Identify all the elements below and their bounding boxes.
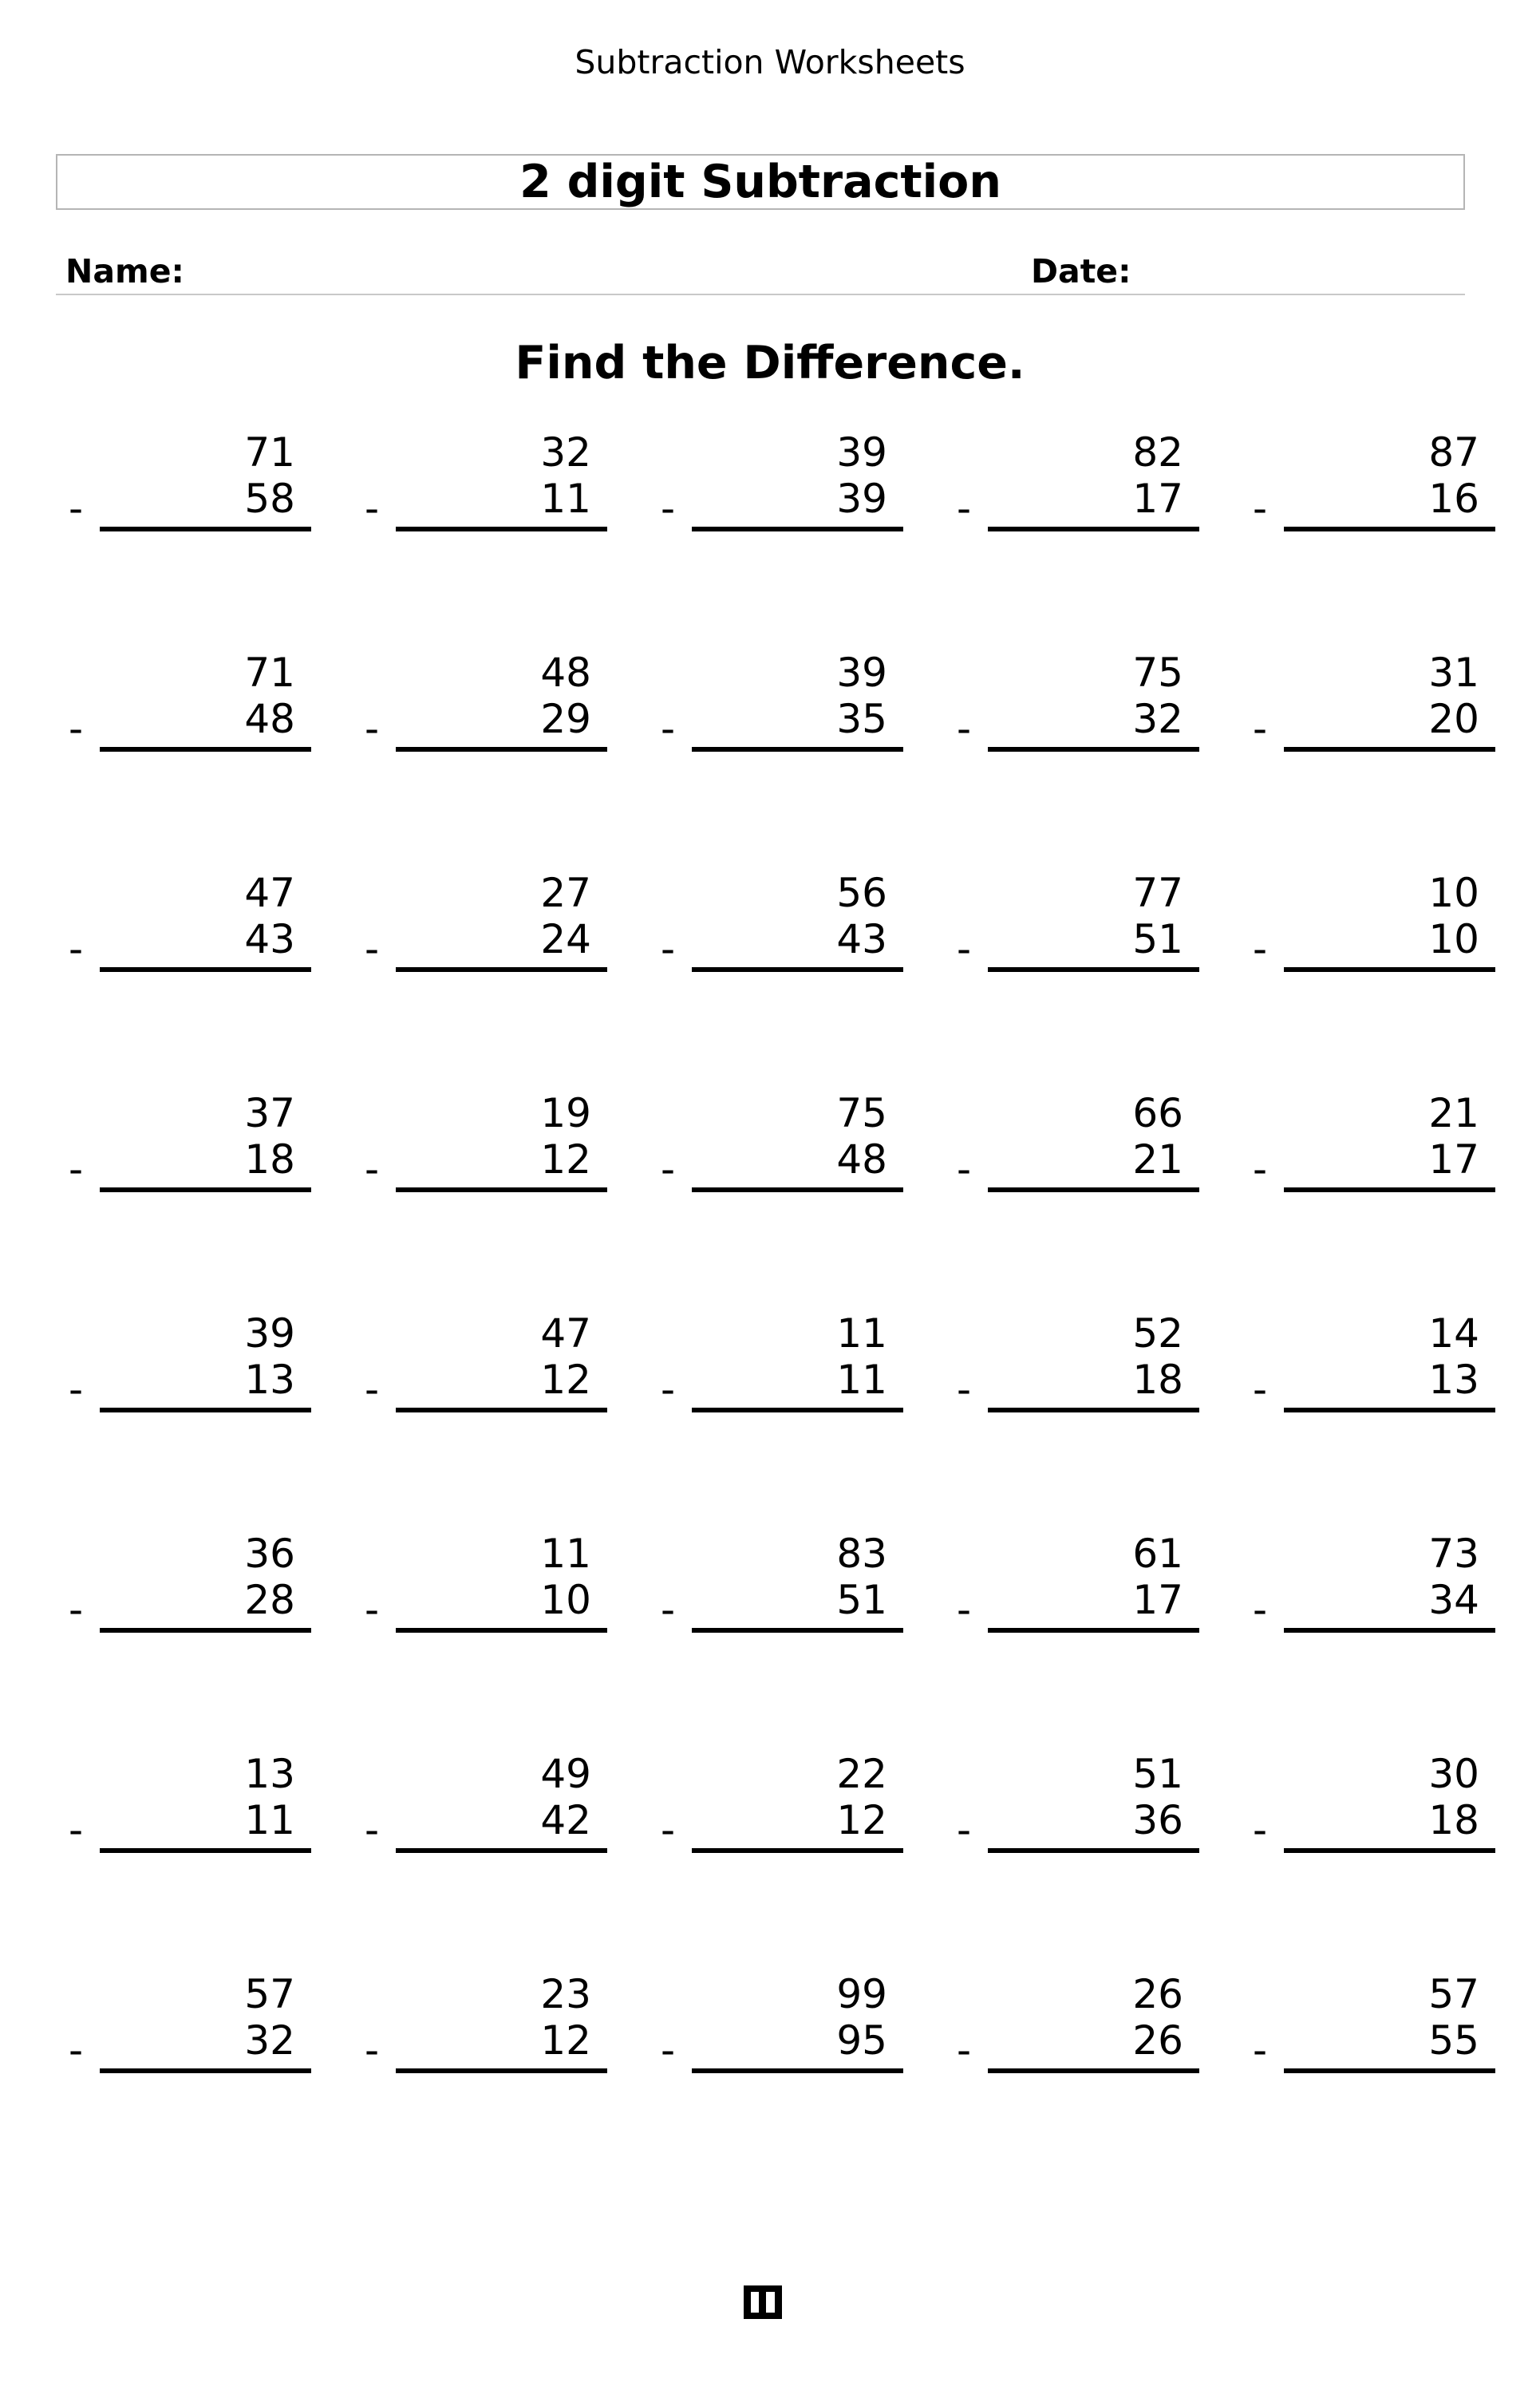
answer-line xyxy=(100,1408,311,1412)
problem-row xyxy=(56,1748,1479,1860)
subtraction-problem xyxy=(944,647,1199,759)
minuend: 52 xyxy=(1132,1310,1183,1357)
minus-sign: - xyxy=(957,1586,972,1633)
answer-line xyxy=(396,1408,607,1412)
minuend: 14 xyxy=(1428,1310,1479,1357)
answer-line xyxy=(100,747,311,752)
subtrahend: 36 xyxy=(1132,1797,1183,1843)
minuend: 21 xyxy=(1428,1090,1479,1136)
minuend: 51 xyxy=(1132,1751,1183,1797)
minus-sign: - xyxy=(69,1366,84,1412)
answer-line xyxy=(692,747,903,752)
problem-row xyxy=(56,647,1479,759)
subtraction-problem xyxy=(648,427,903,539)
minuend: 99 xyxy=(836,1971,887,2017)
minuend: 49 xyxy=(540,1751,591,1797)
answer-line xyxy=(988,2068,1199,2073)
subtrahend: 51 xyxy=(1132,916,1183,962)
subtraction-problem xyxy=(944,1308,1199,1420)
minus-sign: - xyxy=(661,705,676,752)
answer-line xyxy=(100,967,311,972)
answer-line xyxy=(988,1848,1199,1853)
subtrahend: 10 xyxy=(1428,916,1479,962)
instructions: Find the Difference. xyxy=(515,337,1025,389)
answer-line xyxy=(988,1408,1199,1412)
subtraction-problem xyxy=(648,1748,903,1860)
minus-sign: - xyxy=(661,1807,676,1853)
minuend: 26 xyxy=(1132,1971,1183,2017)
subtraction-problem xyxy=(648,647,903,759)
subtraction-problem xyxy=(352,1969,607,2080)
minuend: 31 xyxy=(1428,650,1479,696)
answer-line xyxy=(1284,1408,1495,1412)
subtraction-problem xyxy=(944,867,1199,979)
minus-sign: - xyxy=(69,1586,84,1633)
subtrahend: 18 xyxy=(244,1136,295,1183)
answer-line xyxy=(988,1187,1199,1192)
subtrahend: 20 xyxy=(1428,696,1479,742)
minus-sign: - xyxy=(1253,2027,1268,2073)
minuend: 39 xyxy=(244,1310,295,1357)
problem-row xyxy=(56,867,1479,979)
subtraction-problem xyxy=(1240,1528,1495,1640)
site-logo-icon xyxy=(744,2285,782,2319)
subtraction-problem xyxy=(352,1308,607,1420)
minus-sign: - xyxy=(957,2027,972,2073)
subtraction-problem xyxy=(1240,1088,1495,1199)
minus-sign: - xyxy=(365,1366,380,1412)
answer-line xyxy=(100,527,311,531)
minuend: 48 xyxy=(540,650,591,696)
problem-row xyxy=(56,1088,1479,1199)
answer-line xyxy=(100,2068,311,2073)
answer-line xyxy=(396,1628,607,1633)
answer-line xyxy=(692,1187,903,1192)
subtrahend: 29 xyxy=(540,696,591,742)
subtrahend: 51 xyxy=(836,1577,887,1623)
subtraction-problem xyxy=(56,1088,311,1199)
minuend: 39 xyxy=(836,650,887,696)
page-header-title: Subtraction Worksheets xyxy=(575,43,965,81)
minuend: 32 xyxy=(540,429,591,476)
minus-sign: - xyxy=(1253,926,1268,972)
subtraction-problem xyxy=(944,1969,1199,2080)
subtrahend: 43 xyxy=(244,916,295,962)
worksheet-title xyxy=(56,154,1465,210)
minus-sign: - xyxy=(69,705,84,752)
minuend: 36 xyxy=(244,1531,295,1577)
subtraction-problem xyxy=(1240,867,1495,979)
subtrahend: 18 xyxy=(1428,1797,1479,1843)
minus-sign: - xyxy=(69,926,84,972)
subtraction-problem xyxy=(352,647,607,759)
subtraction-problem xyxy=(352,427,607,539)
minuend: 87 xyxy=(1428,429,1479,476)
subtrahend: 32 xyxy=(244,2017,295,2064)
subtraction-problem xyxy=(352,1748,607,1860)
minuend: 57 xyxy=(1428,1971,1479,2017)
subtrahend: 18 xyxy=(1132,1357,1183,1403)
subtrahend: 35 xyxy=(836,696,887,742)
problem-row xyxy=(56,1308,1479,1420)
subtraction-problem xyxy=(1240,647,1495,759)
minuend: 11 xyxy=(836,1310,887,1357)
subtrahend: 58 xyxy=(244,476,295,522)
minus-sign: - xyxy=(365,1146,380,1192)
minus-sign: - xyxy=(1253,1366,1268,1412)
minuend: 30 xyxy=(1428,1751,1479,1797)
minus-sign: - xyxy=(957,705,972,752)
subtrahend: 12 xyxy=(540,1357,591,1403)
minus-sign: - xyxy=(365,1807,380,1853)
minuend: 47 xyxy=(540,1310,591,1357)
minus-sign: - xyxy=(1253,705,1268,752)
name-date-row xyxy=(56,247,1465,295)
minuend: 66 xyxy=(1132,1090,1183,1136)
minus-sign: - xyxy=(1253,485,1268,531)
subtrahend: 55 xyxy=(1428,2017,1479,2064)
subtraction-problem xyxy=(1240,1748,1495,1860)
subtrahend: 11 xyxy=(244,1797,295,1843)
minuend: 11 xyxy=(540,1531,591,1577)
answer-line xyxy=(1284,2068,1495,2073)
minuend: 83 xyxy=(836,1531,887,1577)
minus-sign: - xyxy=(661,1366,676,1412)
answer-line xyxy=(100,1187,311,1192)
answer-line xyxy=(692,1848,903,1853)
subtraction-problem xyxy=(56,1308,311,1420)
answer-line xyxy=(100,1628,311,1633)
subtrahend: 17 xyxy=(1132,476,1183,522)
minus-sign: - xyxy=(69,1146,84,1192)
minus-sign: - xyxy=(957,1807,972,1853)
minuend: 71 xyxy=(244,650,295,696)
answer-line xyxy=(692,2068,903,2073)
subtrahend: 26 xyxy=(1132,2017,1183,2064)
minus-sign: - xyxy=(365,705,380,752)
subtrahend: 17 xyxy=(1428,1136,1479,1183)
minus-sign: - xyxy=(365,1586,380,1633)
subtrahend: 48 xyxy=(244,696,295,742)
answer-line xyxy=(1284,1628,1495,1633)
minuend: 71 xyxy=(244,429,295,476)
answer-line xyxy=(988,527,1199,531)
answer-line xyxy=(988,747,1199,752)
subtraction-problem xyxy=(648,867,903,979)
minus-sign: - xyxy=(957,485,972,531)
subtrahend: 28 xyxy=(244,1577,295,1623)
minus-sign: - xyxy=(957,1146,972,1192)
minus-sign: - xyxy=(661,2027,676,2073)
subtraction-problem xyxy=(648,1308,903,1420)
subtrahend: 48 xyxy=(836,1136,887,1183)
answer-line xyxy=(692,1628,903,1633)
answer-line xyxy=(1284,967,1495,972)
subtrahend: 13 xyxy=(1428,1357,1479,1403)
subtrahend: 17 xyxy=(1132,1577,1183,1623)
answer-line xyxy=(396,527,607,531)
minuend: 23 xyxy=(540,1971,591,2017)
answer-line xyxy=(988,967,1199,972)
subtraction-problem xyxy=(648,1088,903,1199)
subtraction-problem xyxy=(352,1528,607,1640)
subtraction-problem xyxy=(56,1969,311,2080)
minuend: 61 xyxy=(1132,1531,1183,1577)
subtrahend: 42 xyxy=(540,1797,591,1843)
minus-sign: - xyxy=(1253,1807,1268,1853)
minuend: 57 xyxy=(244,1971,295,2017)
minus-sign: - xyxy=(69,1807,84,1853)
subtrahend: 95 xyxy=(836,2017,887,2064)
minuend: 10 xyxy=(1428,870,1479,916)
problem-row xyxy=(56,427,1479,539)
name-label: Name: xyxy=(65,252,184,290)
minuend: 27 xyxy=(540,870,591,916)
minus-sign: - xyxy=(957,926,972,972)
answer-line xyxy=(396,2068,607,2073)
subtraction-problem xyxy=(944,1748,1199,1860)
answer-line xyxy=(692,1408,903,1412)
answer-line xyxy=(692,967,903,972)
answer-line xyxy=(692,527,903,531)
minuend: 37 xyxy=(244,1090,295,1136)
answer-line xyxy=(396,967,607,972)
minuend: 39 xyxy=(836,429,887,476)
subtrahend: 21 xyxy=(1132,1136,1183,1183)
subtraction-problem xyxy=(1240,427,1495,539)
answer-line xyxy=(988,1628,1199,1633)
worksheet-title-text: 2 digit Subtraction xyxy=(519,156,1001,208)
subtraction-problem xyxy=(56,427,311,539)
minus-sign: - xyxy=(661,1146,676,1192)
minuend: 73 xyxy=(1428,1531,1479,1577)
minuend: 75 xyxy=(1132,650,1183,696)
minuend: 13 xyxy=(244,1751,295,1797)
minuend: 56 xyxy=(836,870,887,916)
minuend: 75 xyxy=(836,1090,887,1136)
answer-line xyxy=(100,1848,311,1853)
subtraction-problem xyxy=(648,1969,903,2080)
minus-sign: - xyxy=(69,2027,84,2073)
minus-sign: - xyxy=(957,1366,972,1412)
subtrahend: 11 xyxy=(540,476,591,522)
subtrahend: 11 xyxy=(836,1357,887,1403)
subtrahend: 39 xyxy=(836,476,887,522)
subtraction-problem xyxy=(1240,1969,1495,2080)
minuend: 19 xyxy=(540,1090,591,1136)
subtraction-problem xyxy=(352,1088,607,1199)
minus-sign: - xyxy=(365,485,380,531)
answer-line xyxy=(1284,1848,1495,1853)
subtraction-problem xyxy=(944,1528,1199,1640)
minus-sign: - xyxy=(661,485,676,531)
minuend: 47 xyxy=(244,870,295,916)
minus-sign: - xyxy=(69,485,84,531)
answer-line xyxy=(1284,1187,1495,1192)
subtraction-problem xyxy=(56,1528,311,1640)
subtraction-problem xyxy=(944,1088,1199,1199)
subtrahend: 10 xyxy=(540,1577,591,1623)
subtraction-problem xyxy=(352,867,607,979)
answer-line xyxy=(1284,527,1495,531)
subtraction-problem xyxy=(56,647,311,759)
minuend: 77 xyxy=(1132,870,1183,916)
minus-sign: - xyxy=(365,926,380,972)
minus-sign: - xyxy=(661,1586,676,1633)
subtrahend: 16 xyxy=(1428,476,1479,522)
answer-line xyxy=(396,747,607,752)
answer-line xyxy=(396,1187,607,1192)
answer-line xyxy=(1284,747,1495,752)
subtrahend: 34 xyxy=(1428,1577,1479,1623)
subtraction-problem xyxy=(56,1748,311,1860)
problem-row xyxy=(56,1969,1479,2080)
minus-sign: - xyxy=(661,926,676,972)
subtraction-problem xyxy=(648,1528,903,1640)
subtrahend: 24 xyxy=(540,916,591,962)
subtrahend: 13 xyxy=(244,1357,295,1403)
subtrahend: 12 xyxy=(540,1136,591,1183)
answer-line xyxy=(396,1848,607,1853)
date-label: Date: xyxy=(1031,252,1131,290)
minus-sign: - xyxy=(1253,1146,1268,1192)
subtrahend: 43 xyxy=(836,916,887,962)
subtraction-problem xyxy=(944,427,1199,539)
minus-sign: - xyxy=(365,2027,380,2073)
minuend: 82 xyxy=(1132,429,1183,476)
subtrahend: 12 xyxy=(836,1797,887,1843)
problem-row xyxy=(56,1528,1479,1640)
subtraction-problem xyxy=(56,867,311,979)
subtrahend: 32 xyxy=(1132,696,1183,742)
minuend: 22 xyxy=(836,1751,887,1797)
minus-sign: - xyxy=(1253,1586,1268,1633)
subtraction-problem xyxy=(1240,1308,1495,1420)
subtrahend: 12 xyxy=(540,2017,591,2064)
